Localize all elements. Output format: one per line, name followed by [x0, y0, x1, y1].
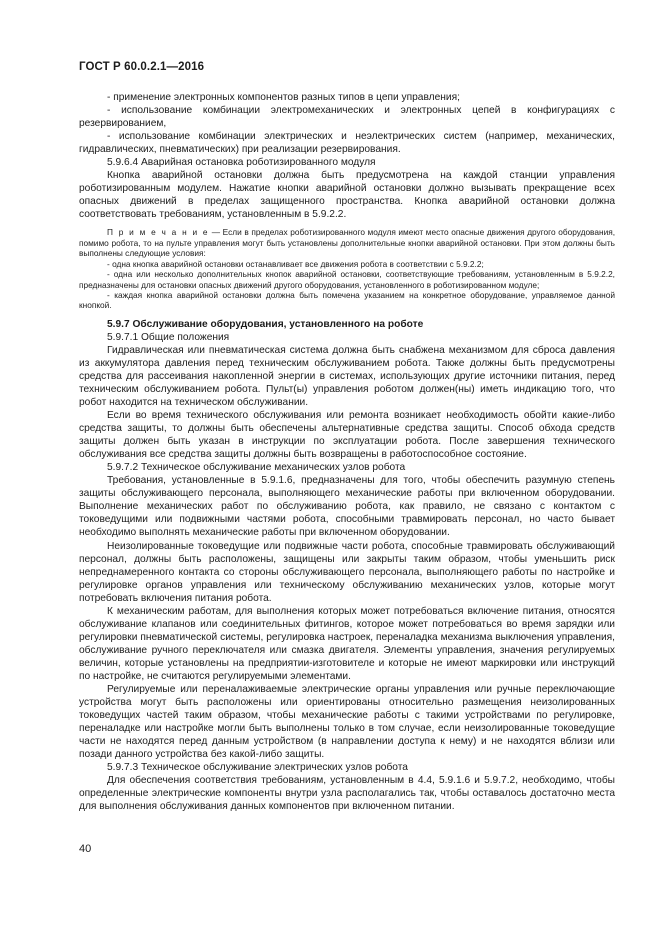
standard-header: ГОСТ Р 60.0.2.1—2016	[79, 61, 205, 73]
paragraph: Кнопка аварийной остановки должна быть предусмотрена на каждой станции управления роботизированным модулем. Нажатие кнопки аварийной остановки должно вызывать прекращение всех опасных движений в пределах защищенного пространства. Кнопка аварийной остановки должна соответствовать требованиям, установленным в 5.9.2.2.	[79, 170, 615, 221]
paragraph: - использование комбинации электромеханических и электронных цепей в конфигурациях с резервированием,	[79, 105, 615, 130]
note-label: П р и м е ч а н и е	[107, 227, 210, 238]
paragraph: 5.9.6.4 Аварийная остановка роботизированного модуля	[107, 157, 376, 169]
paragraph: К механическим работам, для выполнения которых может потребоваться включение питания, относятся обслуживание клапанов или соединительных фитингов, которое может потребоваться во время зарядки или регулировки пневматической системы, регулировка настроек, переналадка механизма выключения управления, обслуживание ручного переключателя или смазка двигателя. Элементы управления, значения регулируемых величин, которые установлены на предприятии-изготовителе и которые не имеют маркировки или инструкций по настройке, не считаются регулируемыми элементами.	[79, 605, 615, 682]
paragraph: Гидравлическая или пневматическая система должна быть снабжена механизмом для сброса давления из аккумулятора давления перед техническим обслуживанием робота. Также должны быть предусмотрены средства для рассеивания накопленной энергии в системах, использующих другие источники питания, перед техническим обслуживанием робота. Пульт(ы) управления роботом должен(ны) иметь индикацию того, что робот находится на техническом обслуживании.	[79, 344, 615, 408]
paragraph: Если во время технического обслуживания или ремонта возникает необходимость обойти какие-либо средства защиты, то должны быть обеспечены альтернативные средства защиты. Способ обхода средств защиты должен быть указан в инструкции по эксплуатации робота. После завершения технического обслуживания все средства защиты должны быть возвращены в работоспособное состояние.	[79, 410, 615, 461]
paragraph: 5.9.7.3 Техническое обслуживание электрических узлов робота	[107, 762, 408, 774]
page-number: 40	[79, 843, 92, 855]
paragraph: Регулируемые или переналаживаемые электрические органы управления или ручные переключающие устройства могут быть расположены или ориентированы относительно размещения неизолированных токоведущих частей таким образом, чтобы механические работы с такими устройствами по регулировке, переналадке или настройке могли быть выполнены только в том случае, если неизолированные токоведущие части не находятся перед данным устройством (в направлении доступа к нему) и не находятся вблизи или позади данного устройства без какой-либо защиты.	[79, 684, 615, 761]
note-paragraph: - каждая кнопка аварийной остановки должна быть помечена указанием на конкретное оборудование, управляемое данной кнопкой.	[79, 289, 615, 311]
note-text: — Если в пределах роботизированного модуля имеют место опасные движения другого оборудования, помимо робота, то на пульте управления могут быть установлены дополнительные кнопки аварийной остановки. При этом должны быть выполнены следующие условия:	[79, 227, 616, 259]
paragraph: 5.9.7.1 Общие положения	[107, 331, 230, 343]
paragraph: - использование комбинации электрических и неэлектрических систем (например, механических, гидравлических, пневматических) при реализации резервирования.	[79, 131, 615, 156]
paragraph: Требования, установленные в 5.9.1.6, предназначены для того, чтобы обеспечить разумную степень защиты обслуживающего персонала, выполняющего механические работы при включенном оборудовании. Выполнение механических работ по обслуживанию робота, как правило, не связано с контактом с токоведущими или подвижными частями робота, способными травмировать персонал, но часто бывает необходимо выполнять механические работы при включенном оборудовании.	[79, 475, 615, 539]
note-paragraph	[79, 227, 615, 258]
note-paragraph: - одна кнопка аварийной остановки останавливает все движения робота в соответствии с 5.9.2.2;	[107, 258, 484, 269]
note-paragraph: 5.9.7 Обслуживание оборудования, установленного на роботе	[107, 318, 424, 330]
document-body	[79, 91, 615, 814]
paragraph: - применение электронных компонентов разных типов в цепи управления;	[107, 92, 460, 103]
note-paragraph: - одна или несколько дополнительных кнопок аварийной остановки, соответствующие требованиям, установленным в 5.9.2.2, предназначены для остановки опасных движений другого оборудования, установленного в роботизированном модуле;	[79, 269, 615, 290]
paragraph: Неизолированные токоведущие или подвижные части робота, способные травмировать обслуживающий персонал, должны быть расположены, защищены или закрыты таким образом, чтобы уменьшить риск непреднамеренного контакта со стороны обслуживающего персонала, выполняющего работы по настройке и регулировке органов управления или техническому обслуживанию механических узлов, которые могут потребовать включения питания робота.	[79, 540, 615, 604]
paragraph: 5.9.7.2 Техническое обслуживание механических узлов робота	[107, 462, 406, 474]
paragraph: Для обеспечения соответствия требованиям, установленным в 4.4, 5.9.1.6 и 5.9.7.2, необходимо, чтобы определенные электрические компоненты внутри узла располагались так, чтобы оставалось достаточно места для выполнения обслуживания данных компонентов при включенном питании.	[79, 775, 615, 813]
